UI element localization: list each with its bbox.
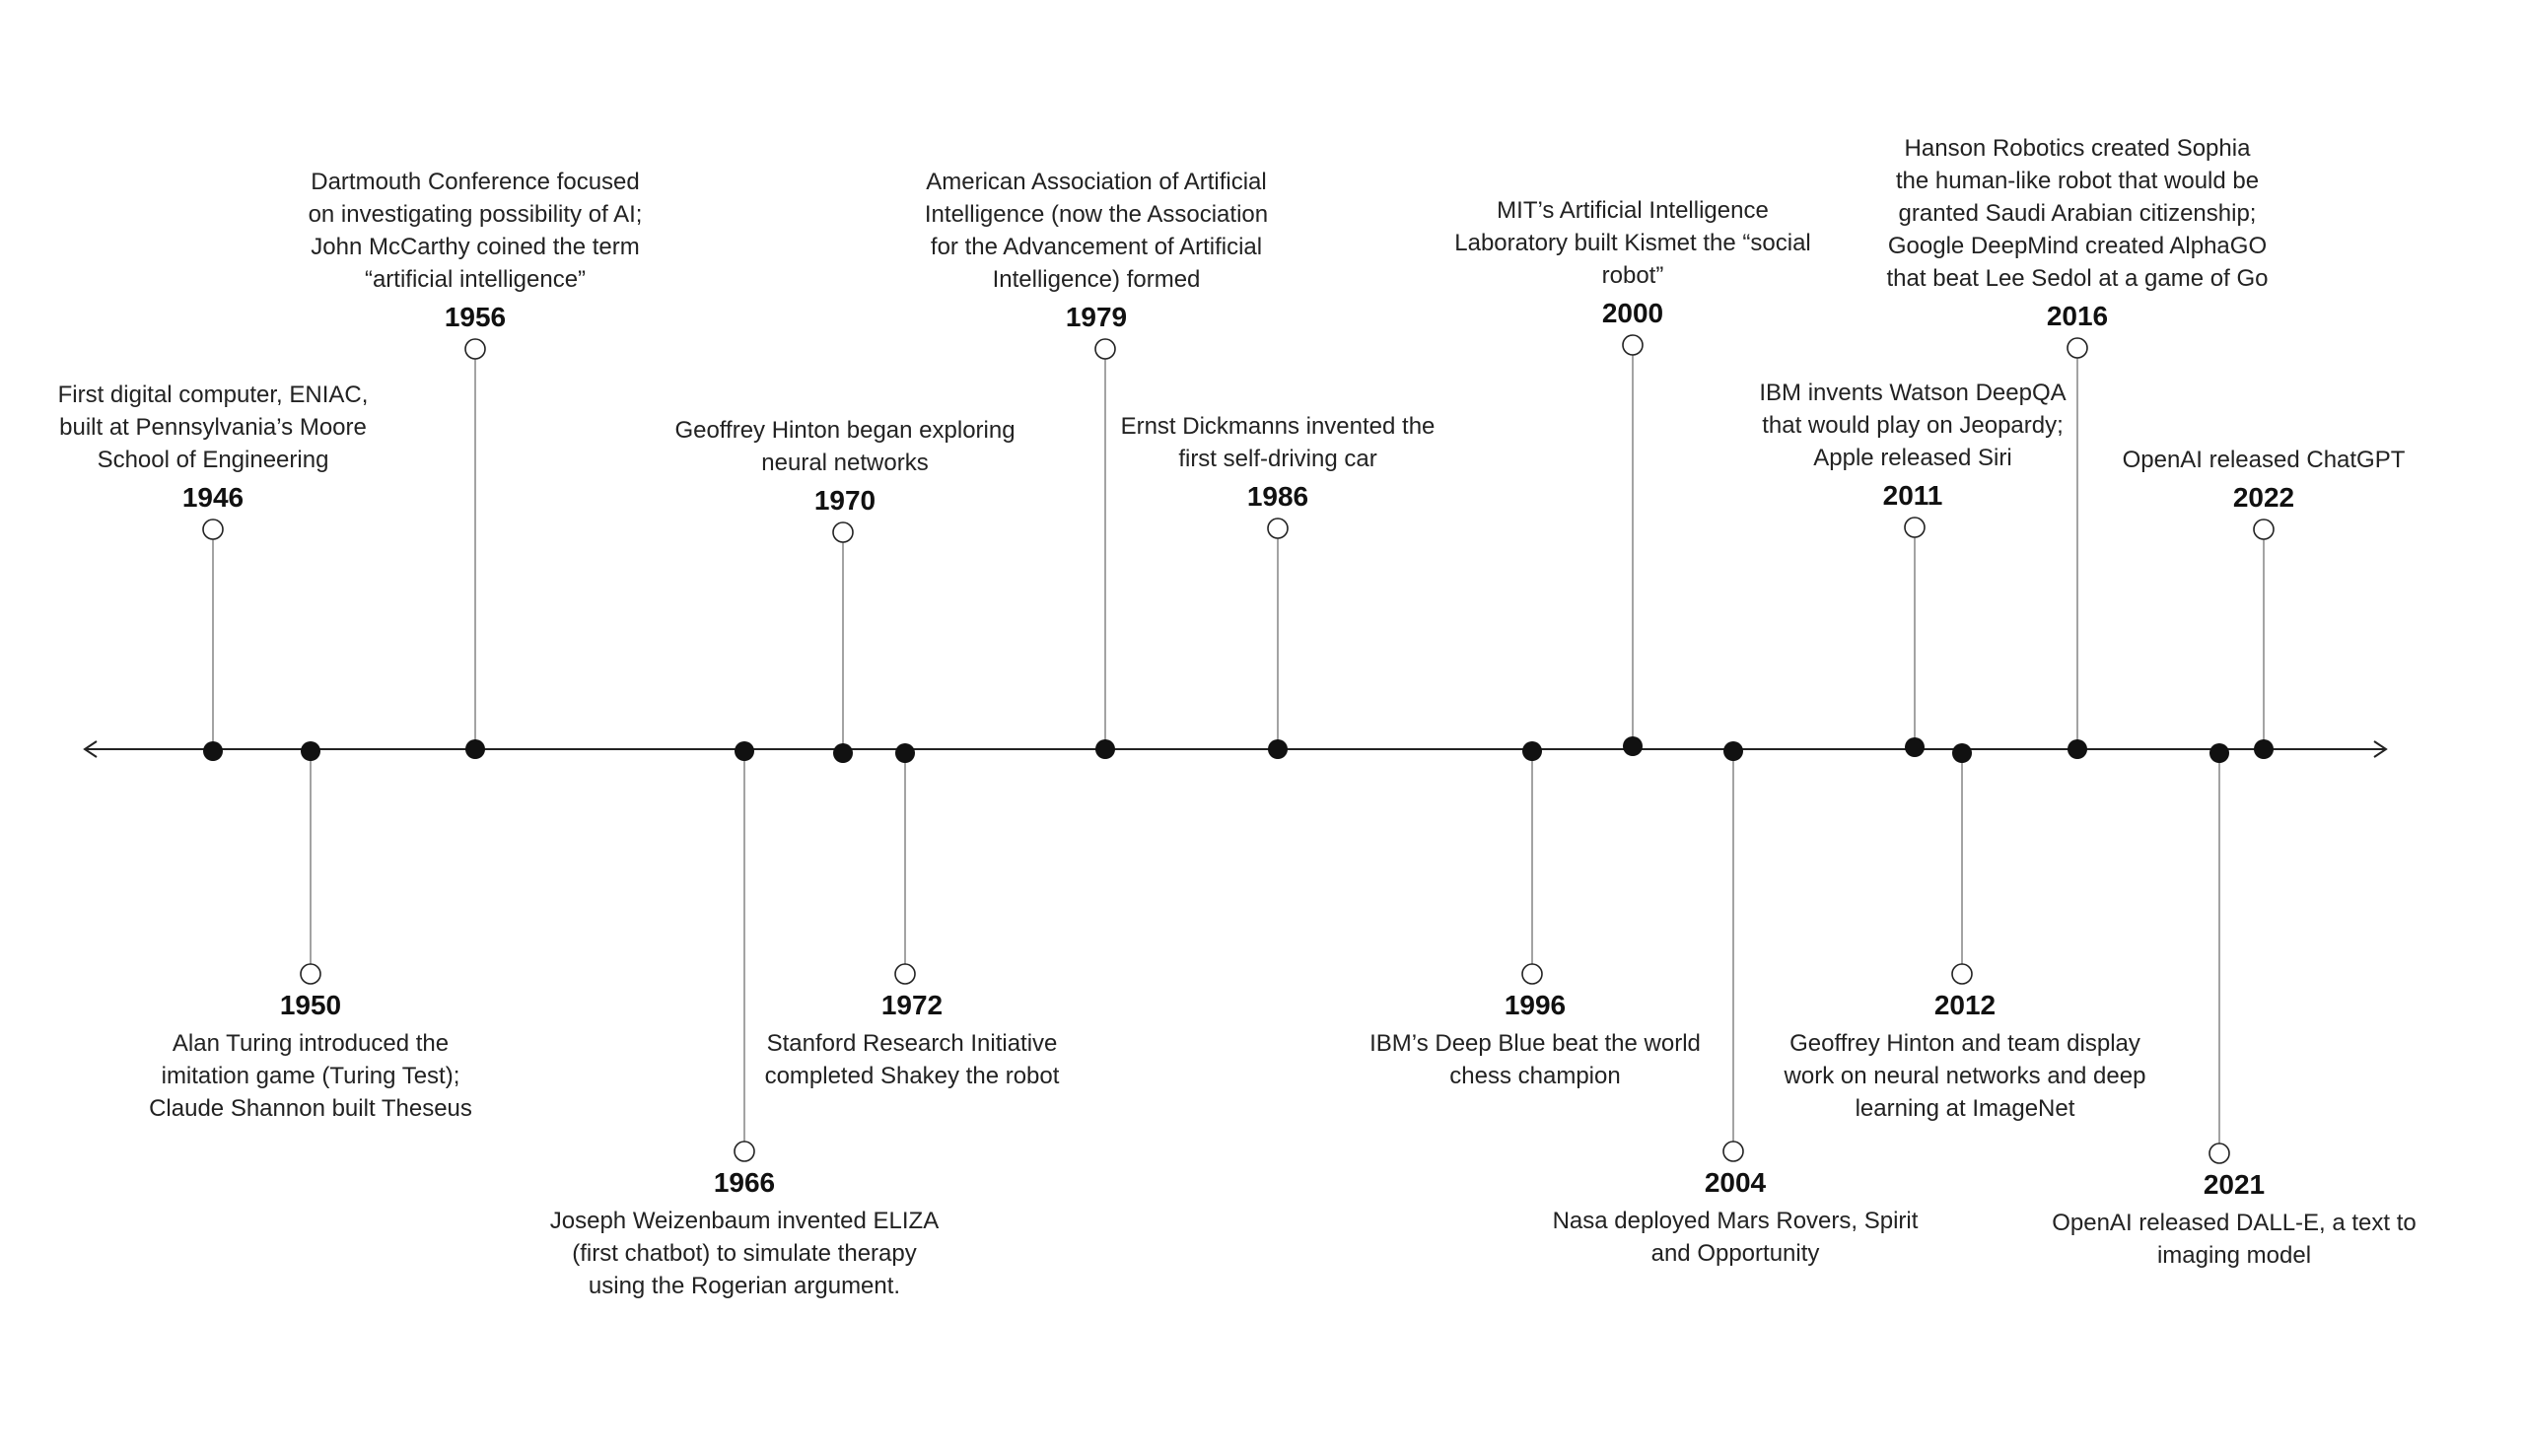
event-description-line: work on neural networks and deep	[1784, 1063, 2146, 1089]
event-2022	[2067, 444, 2461, 514]
event-description-line: Apple released Siri	[1813, 445, 2012, 471]
stem-end-circle-1970	[833, 522, 853, 542]
stem-end-circle-2004	[1723, 1142, 1743, 1161]
event-description	[2067, 444, 2461, 476]
event-description-line: (first chatbot) to simulate therapy	[572, 1240, 917, 1267]
stem-end-circle-2012	[1952, 964, 1972, 984]
event-year: 1956	[444, 302, 507, 332]
event-description	[1338, 1027, 1732, 1092]
event-description-line: built at Pennsylvania’s Moore	[59, 414, 367, 441]
axis-dot-1996	[1522, 741, 1542, 761]
event-description-line: Hanson Robotics created Sophia	[1904, 135, 2251, 162]
event-description-line: Nasa deployed Mars Rovers, Spirit	[1552, 1208, 1919, 1234]
event-description	[278, 166, 672, 296]
event-description-line: Stanford Research Initiative	[766, 1030, 1058, 1057]
event-description-line: MIT’s Artificial Intelligence	[1497, 197, 1769, 224]
event-1986	[1081, 410, 1475, 513]
event-description	[1880, 132, 2275, 295]
event-description-line: Geoffrey Hinton began exploring	[674, 417, 1016, 444]
event-description-line: on investigating possibility of AI;	[308, 201, 643, 228]
event-description-line: the human-like robot that would be	[1895, 168, 2260, 194]
axis-dot-1946	[203, 741, 223, 761]
stem-end-circle-1986	[1268, 519, 1288, 538]
axis-dot-1970	[833, 743, 853, 763]
event-year: 1946	[181, 482, 245, 513]
event-description-line: robot”	[1601, 262, 1664, 289]
event-description-line: imitation game (Turing Test);	[161, 1063, 460, 1089]
event-description	[715, 1027, 1109, 1092]
event-description-line: “artificial intelligence”	[364, 266, 587, 293]
stem-end-circle-2000	[1623, 335, 1643, 355]
event-description	[1716, 377, 2110, 474]
event-1979	[899, 166, 1294, 333]
event-description-line: Ernst Dickmanns invented the	[1120, 413, 1436, 440]
event-2004	[1538, 1167, 1932, 1270]
event-year: 2000	[1601, 298, 1664, 328]
event-year: 2004	[1704, 1167, 1767, 1198]
event-description-line: IBM’s Deep Blue beat the world	[1369, 1030, 1701, 1057]
event-description-line: that beat Lee Sedol at a game of Go	[1886, 265, 2269, 292]
event-1996	[1338, 990, 1732, 1092]
event-year: 1979	[1065, 302, 1128, 332]
event-year: 1972	[880, 990, 944, 1020]
event-description	[1436, 194, 1830, 292]
event-description-line: that would play on Jeopardy;	[1762, 412, 2064, 439]
axis-dot-1972	[895, 743, 915, 763]
stem-end-circle-2011	[1905, 518, 1925, 537]
stem-end-circle-1972	[895, 964, 915, 984]
event-description	[16, 379, 410, 476]
event-description-line: Alan Turing introduced the	[172, 1030, 450, 1057]
event-year: 1996	[1504, 990, 1567, 1020]
event-description-line: Claude Shannon built Theseus	[149, 1095, 472, 1122]
event-year: 1970	[813, 485, 876, 516]
stem-end-circle-1979	[1095, 339, 1115, 359]
stem-end-circle-1966	[735, 1142, 754, 1161]
event-year: 2011	[1882, 480, 1943, 511]
event-description	[1538, 1205, 1932, 1270]
event-description-line: Laboratory built Kismet the “social	[1454, 230, 1811, 256]
event-description	[1081, 410, 1475, 475]
stem-end-circle-1956	[465, 339, 485, 359]
event-description-line: Geoffrey Hinton and team display	[1789, 1030, 2140, 1057]
event-year: 2012	[1933, 990, 1997, 1020]
event-description-line: John McCarthy coined the term	[311, 234, 640, 260]
axis-dot-2022	[2254, 739, 2274, 759]
event-description-line: Dartmouth Conference focused	[311, 169, 640, 195]
event-1966	[547, 1167, 942, 1302]
event-description	[547, 1205, 942, 1302]
event-2000	[1436, 194, 1830, 329]
event-year: 1986	[1246, 481, 1309, 512]
event-description	[648, 414, 1042, 479]
event-description-line: American Association of Artificial	[926, 169, 1267, 195]
event-description-line: granted Saudi Arabian citizenship;	[1898, 200, 2257, 227]
event-2021	[2037, 1169, 2431, 1272]
event-description-line: neural networks	[761, 450, 929, 476]
event-description-line: and Opportunity	[1650, 1240, 1820, 1267]
event-description-line: completed Shakey the robot	[764, 1063, 1060, 1089]
event-1946	[16, 379, 410, 514]
event-year: 1950	[279, 990, 342, 1020]
event-description-line: IBM invents Watson DeepQA	[1759, 380, 2067, 406]
event-description-line: First digital computer, ENIAC,	[57, 381, 369, 408]
event-description-line: Google DeepMind created AlphaGO	[1887, 233, 2268, 259]
event-description-line: Joseph Weizenbaum invented ELIZA	[549, 1208, 940, 1234]
event-year: 2016	[2046, 301, 2109, 331]
event-description	[2037, 1207, 2431, 1272]
stem-end-circle-2022	[2254, 520, 2274, 539]
event-2016	[1880, 132, 2275, 332]
axis-dot-2000	[1623, 736, 1643, 756]
event-year: 1966	[713, 1167, 776, 1198]
event-year: 2022	[2232, 482, 2295, 513]
axis-dot-2012	[1952, 743, 1972, 763]
event-year: 2021	[2203, 1169, 2266, 1200]
event-description-line: first self-driving car	[1178, 446, 1377, 472]
event-2011	[1716, 377, 2110, 512]
axis-dot-1950	[301, 741, 320, 761]
event-1970	[648, 414, 1042, 517]
stem-end-circle-1950	[301, 964, 320, 984]
event-description-line: imaging model	[2156, 1242, 2312, 1269]
event-1950	[113, 990, 508, 1125]
event-2012	[1768, 990, 2162, 1125]
axis-dot-1966	[735, 741, 754, 761]
axis-dot-2021	[2209, 743, 2229, 763]
axis-dot-1956	[465, 739, 485, 759]
stem-end-circle-2016	[2068, 338, 2087, 358]
axis-dot-2016	[2068, 739, 2087, 759]
event-description-line: chess champion	[1449, 1063, 1621, 1089]
event-description	[1768, 1027, 2162, 1125]
event-description-line: Intelligence (now the Association	[924, 201, 1269, 228]
event-description-line: for the Advancement of Artificial	[930, 234, 1263, 260]
event-description-line: learning at ImageNet	[1855, 1095, 2075, 1122]
event-description-line: OpenAI released DALL-E, a text to	[2052, 1210, 2417, 1236]
axis-dot-2011	[1905, 737, 1925, 757]
event-description-line: Intelligence) formed	[992, 266, 1201, 293]
event-description-line: School of Engineering	[97, 447, 329, 473]
axis-dot-1986	[1268, 739, 1288, 759]
stem-end-circle-2021	[2209, 1144, 2229, 1163]
stem-end-circle-1946	[203, 520, 223, 539]
axis-dot-1979	[1095, 739, 1115, 759]
stem-end-circle-1996	[1522, 964, 1542, 984]
event-1956	[278, 166, 672, 333]
event-1972	[715, 990, 1109, 1092]
axis-dot-2004	[1723, 741, 1743, 761]
event-description-line: OpenAI released ChatGPT	[2122, 447, 2406, 473]
event-description	[113, 1027, 508, 1125]
event-description	[899, 166, 1294, 296]
event-description-line: using the Rogerian argument.	[588, 1273, 901, 1299]
